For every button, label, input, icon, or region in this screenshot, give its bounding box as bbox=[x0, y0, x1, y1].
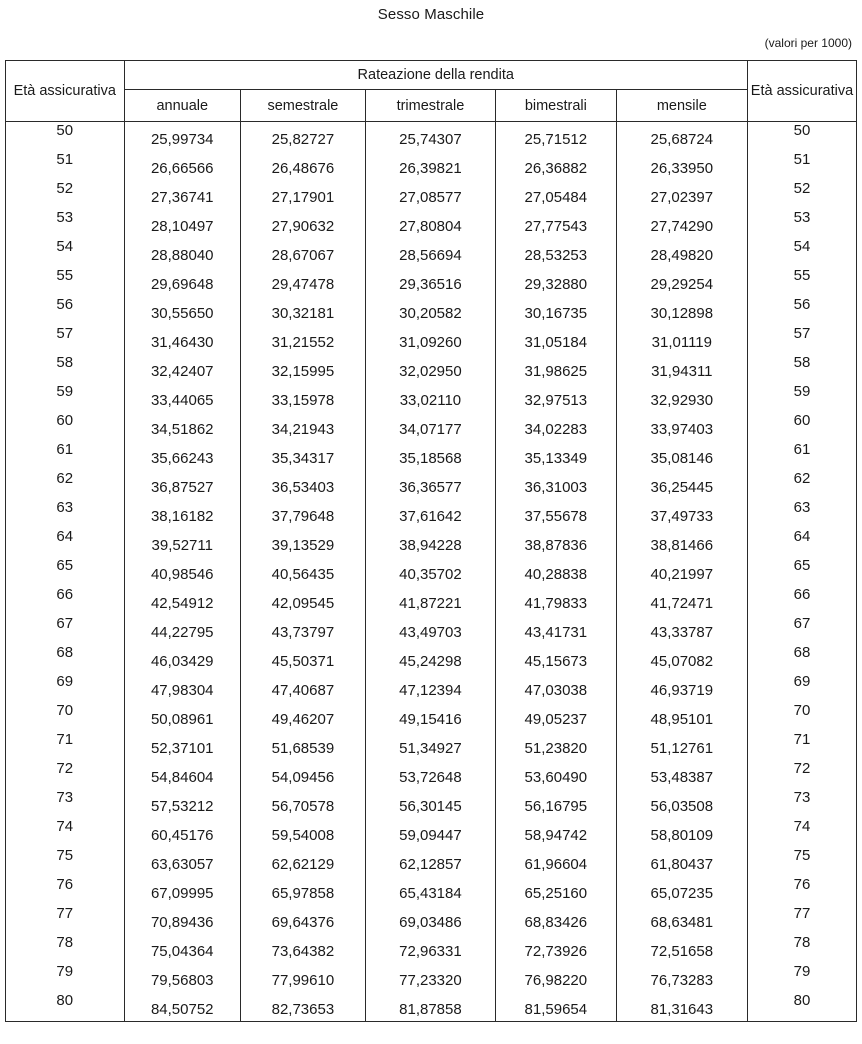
table-row bbox=[6, 499, 857, 528]
value-cell-bimestrali: 51,23820 bbox=[496, 731, 617, 760]
age-cell-right: 52 bbox=[747, 180, 856, 209]
age-cell-left: 68 bbox=[6, 644, 125, 673]
age-cell-right: 53 bbox=[747, 209, 856, 238]
value-cell-trimestrale: 34,07177 bbox=[365, 412, 495, 441]
value-cell-annuale: 38,16182 bbox=[124, 499, 240, 528]
value-cell-bimestrali: 26,36882 bbox=[496, 151, 617, 180]
value-cell-semestrale: 62,62129 bbox=[240, 847, 365, 876]
value-cell-semestrale: 54,09456 bbox=[240, 760, 365, 789]
value-cell-bimestrali: 25,71512 bbox=[496, 122, 617, 152]
value-cell-mensile: 56,03508 bbox=[616, 789, 747, 818]
value-cell-trimestrale: 26,39821 bbox=[365, 151, 495, 180]
value-cell-trimestrale: 47,12394 bbox=[365, 673, 495, 702]
table-row bbox=[6, 412, 857, 441]
table-row bbox=[6, 905, 857, 934]
value-cell-semestrale: 49,46207 bbox=[240, 702, 365, 731]
value-cell-bimestrali: 27,77543 bbox=[496, 209, 617, 238]
age-cell-left: 70 bbox=[6, 702, 125, 731]
age-cell-left: 80 bbox=[6, 992, 125, 1022]
value-cell-trimestrale: 62,12857 bbox=[365, 847, 495, 876]
value-cell-mensile: 65,07235 bbox=[616, 876, 747, 905]
age-cell-left: 69 bbox=[6, 673, 125, 702]
value-cell-annuale: 29,69648 bbox=[124, 267, 240, 296]
table-row bbox=[6, 644, 857, 673]
value-cell-annuale: 28,10497 bbox=[124, 209, 240, 238]
value-cell-mensile: 46,93719 bbox=[616, 673, 747, 702]
age-cell-right: 75 bbox=[747, 847, 856, 876]
value-cell-semestrale: 25,82727 bbox=[240, 122, 365, 152]
value-cell-semestrale: 29,47478 bbox=[240, 267, 365, 296]
value-cell-mensile: 37,49733 bbox=[616, 499, 747, 528]
value-cell-semestrale: 51,68539 bbox=[240, 731, 365, 760]
age-cell-left: 55 bbox=[6, 267, 125, 296]
value-cell-mensile: 41,72471 bbox=[616, 586, 747, 615]
value-cell-semestrale: 28,67067 bbox=[240, 238, 365, 267]
installment-group-header: Rateazione della rendita bbox=[124, 61, 747, 90]
value-cell-mensile: 58,80109 bbox=[616, 818, 747, 847]
value-cell-semestrale: 42,09545 bbox=[240, 586, 365, 615]
value-cell-annuale: 44,22795 bbox=[124, 615, 240, 644]
table-row bbox=[6, 731, 857, 760]
value-cell-bimestrali: 49,05237 bbox=[496, 702, 617, 731]
age-cell-right: 78 bbox=[747, 934, 856, 963]
age-cell-left: 54 bbox=[6, 238, 125, 267]
table-row bbox=[6, 354, 857, 383]
value-cell-mensile: 25,68724 bbox=[616, 122, 747, 152]
value-cell-semestrale: 30,32181 bbox=[240, 296, 365, 325]
value-cell-semestrale: 43,73797 bbox=[240, 615, 365, 644]
value-cell-semestrale: 31,21552 bbox=[240, 325, 365, 354]
table-row bbox=[6, 383, 857, 412]
age-cell-left: 51 bbox=[6, 151, 125, 180]
age-cell-left: 64 bbox=[6, 528, 125, 557]
value-cell-annuale: 60,45176 bbox=[124, 818, 240, 847]
table-row bbox=[6, 209, 857, 238]
value-cell-bimestrali: 56,16795 bbox=[496, 789, 617, 818]
value-cell-annuale: 40,98546 bbox=[124, 557, 240, 586]
value-cell-semestrale: 35,34317 bbox=[240, 441, 365, 470]
age-cell-left: 75 bbox=[6, 847, 125, 876]
age-cell-left: 62 bbox=[6, 470, 125, 499]
value-cell-bimestrali: 32,97513 bbox=[496, 383, 617, 412]
age-cell-right: 62 bbox=[747, 470, 856, 499]
value-cell-mensile: 72,51658 bbox=[616, 934, 747, 963]
value-cell-bimestrali: 35,13349 bbox=[496, 441, 617, 470]
age-cell-left: 65 bbox=[6, 557, 125, 586]
value-cell-bimestrali: 30,16735 bbox=[496, 296, 617, 325]
value-cell-trimestrale: 45,24298 bbox=[365, 644, 495, 673]
column-header-mensile: mensile bbox=[616, 90, 747, 122]
column-header-annuale: annuale bbox=[124, 90, 240, 122]
value-cell-annuale: 31,46430 bbox=[124, 325, 240, 354]
value-cell-mensile: 76,73283 bbox=[616, 963, 747, 992]
value-cell-trimestrale: 77,23320 bbox=[365, 963, 495, 992]
value-cell-bimestrali: 37,55678 bbox=[496, 499, 617, 528]
page-title: Sesso Maschile bbox=[377, 6, 485, 23]
value-cell-semestrale: 77,99610 bbox=[240, 963, 365, 992]
value-cell-semestrale: 27,90632 bbox=[240, 209, 365, 238]
units-note: (valori per 1000) bbox=[764, 36, 852, 50]
value-cell-semestrale: 27,17901 bbox=[240, 180, 365, 209]
age-cell-right: 65 bbox=[747, 557, 856, 586]
value-cell-bimestrali: 43,41731 bbox=[496, 615, 617, 644]
value-cell-mensile: 51,12761 bbox=[616, 731, 747, 760]
value-cell-mensile: 61,80437 bbox=[616, 847, 747, 876]
value-cell-mensile: 29,29254 bbox=[616, 267, 747, 296]
table-row bbox=[6, 789, 857, 818]
table-row bbox=[6, 702, 857, 731]
value-cell-trimestrale: 36,36577 bbox=[365, 470, 495, 499]
value-cell-mensile: 28,49820 bbox=[616, 238, 747, 267]
value-cell-bimestrali: 65,25160 bbox=[496, 876, 617, 905]
table-row bbox=[6, 992, 857, 1022]
value-cell-annuale: 34,51862 bbox=[124, 412, 240, 441]
age-cell-left: 56 bbox=[6, 296, 125, 325]
value-cell-mensile: 32,92930 bbox=[616, 383, 747, 412]
age-cell-right: 80 bbox=[747, 992, 856, 1022]
value-cell-mensile: 38,81466 bbox=[616, 528, 747, 557]
table-row bbox=[6, 325, 857, 354]
value-cell-bimestrali: 34,02283 bbox=[496, 412, 617, 441]
value-cell-trimestrale: 56,30145 bbox=[365, 789, 495, 818]
value-cell-bimestrali: 28,53253 bbox=[496, 238, 617, 267]
value-cell-annuale: 39,52711 bbox=[124, 528, 240, 557]
table-row bbox=[6, 615, 857, 644]
age-cell-left: 52 bbox=[6, 180, 125, 209]
age-cell-left: 72 bbox=[6, 760, 125, 789]
age-header-left: Età assicurativa bbox=[6, 61, 125, 122]
value-cell-bimestrali: 36,31003 bbox=[496, 470, 617, 499]
age-cell-right: 57 bbox=[747, 325, 856, 354]
value-cell-trimestrale: 27,08577 bbox=[365, 180, 495, 209]
value-cell-bimestrali: 31,98625 bbox=[496, 354, 617, 383]
value-cell-semestrale: 82,73653 bbox=[240, 992, 365, 1022]
value-cell-annuale: 57,53212 bbox=[124, 789, 240, 818]
age-cell-right: 70 bbox=[747, 702, 856, 731]
value-cell-semestrale: 33,15978 bbox=[240, 383, 365, 412]
value-cell-annuale: 67,09995 bbox=[124, 876, 240, 905]
age-cell-right: 72 bbox=[747, 760, 856, 789]
value-cell-annuale: 63,63057 bbox=[124, 847, 240, 876]
age-cell-right: 67 bbox=[747, 615, 856, 644]
age-cell-left: 63 bbox=[6, 499, 125, 528]
value-cell-trimestrale: 81,87858 bbox=[365, 992, 495, 1022]
age-cell-left: 73 bbox=[6, 789, 125, 818]
age-cell-right: 59 bbox=[747, 383, 856, 412]
value-cell-bimestrali: 27,05484 bbox=[496, 180, 617, 209]
column-header-bimestrali: bimestrali bbox=[496, 90, 617, 122]
value-cell-trimestrale: 59,09447 bbox=[365, 818, 495, 847]
value-cell-mensile: 68,63481 bbox=[616, 905, 747, 934]
value-cell-annuale: 36,87527 bbox=[124, 470, 240, 499]
value-cell-mensile: 30,12898 bbox=[616, 296, 747, 325]
value-cell-bimestrali: 72,73926 bbox=[496, 934, 617, 963]
value-cell-bimestrali: 40,28838 bbox=[496, 557, 617, 586]
value-cell-semestrale: 40,56435 bbox=[240, 557, 365, 586]
value-cell-annuale: 79,56803 bbox=[124, 963, 240, 992]
value-cell-mensile: 26,33950 bbox=[616, 151, 747, 180]
value-cell-mensile: 53,48387 bbox=[616, 760, 747, 789]
table-row bbox=[6, 528, 857, 557]
value-cell-bimestrali: 68,83426 bbox=[496, 905, 617, 934]
value-cell-mensile: 27,74290 bbox=[616, 209, 747, 238]
age-cell-right: 64 bbox=[747, 528, 856, 557]
value-cell-trimestrale: 38,94228 bbox=[365, 528, 495, 557]
value-cell-semestrale: 59,54008 bbox=[240, 818, 365, 847]
value-cell-bimestrali: 76,98220 bbox=[496, 963, 617, 992]
value-cell-semestrale: 69,64376 bbox=[240, 905, 365, 934]
table-row bbox=[6, 760, 857, 789]
age-cell-right: 50 bbox=[747, 122, 856, 152]
age-cell-right: 76 bbox=[747, 876, 856, 905]
age-cell-right: 63 bbox=[747, 499, 856, 528]
value-cell-semestrale: 65,97858 bbox=[240, 876, 365, 905]
value-cell-annuale: 70,89436 bbox=[124, 905, 240, 934]
value-cell-semestrale: 26,48676 bbox=[240, 151, 365, 180]
value-cell-bimestrali: 38,87836 bbox=[496, 528, 617, 557]
value-cell-bimestrali: 47,03038 bbox=[496, 673, 617, 702]
value-cell-trimestrale: 25,74307 bbox=[365, 122, 495, 152]
age-cell-right: 58 bbox=[747, 354, 856, 383]
value-cell-trimestrale: 28,56694 bbox=[365, 238, 495, 267]
value-cell-semestrale: 73,64382 bbox=[240, 934, 365, 963]
value-cell-bimestrali: 58,94742 bbox=[496, 818, 617, 847]
age-cell-right: 74 bbox=[747, 818, 856, 847]
value-cell-bimestrali: 61,96604 bbox=[496, 847, 617, 876]
value-cell-mensile: 43,33787 bbox=[616, 615, 747, 644]
value-cell-annuale: 75,04364 bbox=[124, 934, 240, 963]
value-cell-mensile: 40,21997 bbox=[616, 557, 747, 586]
age-cell-left: 53 bbox=[6, 209, 125, 238]
value-cell-annuale: 42,54912 bbox=[124, 586, 240, 615]
age-cell-left: 61 bbox=[6, 441, 125, 470]
value-cell-annuale: 84,50752 bbox=[124, 992, 240, 1022]
value-cell-mensile: 48,95101 bbox=[616, 702, 747, 731]
value-cell-annuale: 28,88040 bbox=[124, 238, 240, 267]
value-cell-bimestrali: 45,15673 bbox=[496, 644, 617, 673]
age-cell-left: 50 bbox=[6, 122, 125, 152]
value-cell-trimestrale: 41,87221 bbox=[365, 586, 495, 615]
age-cell-right: 55 bbox=[747, 267, 856, 296]
value-cell-annuale: 30,55650 bbox=[124, 296, 240, 325]
age-cell-left: 78 bbox=[6, 934, 125, 963]
value-cell-trimestrale: 43,49703 bbox=[365, 615, 495, 644]
table-row bbox=[6, 441, 857, 470]
age-cell-right: 66 bbox=[747, 586, 856, 615]
value-cell-annuale: 54,84604 bbox=[124, 760, 240, 789]
age-cell-right: 73 bbox=[747, 789, 856, 818]
value-cell-trimestrale: 33,02110 bbox=[365, 383, 495, 412]
value-cell-semestrale: 37,79648 bbox=[240, 499, 365, 528]
table-row bbox=[6, 470, 857, 499]
value-cell-trimestrale: 31,09260 bbox=[365, 325, 495, 354]
value-cell-annuale: 35,66243 bbox=[124, 441, 240, 470]
value-cell-trimestrale: 37,61642 bbox=[365, 499, 495, 528]
age-cell-right: 69 bbox=[747, 673, 856, 702]
value-cell-annuale: 47,98304 bbox=[124, 673, 240, 702]
age-cell-right: 61 bbox=[747, 441, 856, 470]
table-row bbox=[6, 818, 857, 847]
age-cell-right: 56 bbox=[747, 296, 856, 325]
value-cell-trimestrale: 32,02950 bbox=[365, 354, 495, 383]
value-cell-annuale: 25,99734 bbox=[124, 122, 240, 152]
table-row bbox=[6, 267, 857, 296]
table-row bbox=[6, 934, 857, 963]
value-cell-semestrale: 39,13529 bbox=[240, 528, 365, 557]
value-cell-annuale: 50,08961 bbox=[124, 702, 240, 731]
value-cell-bimestrali: 31,05184 bbox=[496, 325, 617, 354]
value-cell-trimestrale: 40,35702 bbox=[365, 557, 495, 586]
value-cell-semestrale: 45,50371 bbox=[240, 644, 365, 673]
value-cell-annuale: 27,36741 bbox=[124, 180, 240, 209]
column-header-trimestrale: trimestrale bbox=[365, 90, 495, 122]
value-cell-annuale: 26,66566 bbox=[124, 151, 240, 180]
value-cell-mensile: 31,94311 bbox=[616, 354, 747, 383]
age-cell-left: 74 bbox=[6, 818, 125, 847]
age-cell-left: 76 bbox=[6, 876, 125, 905]
value-cell-bimestrali: 41,79833 bbox=[496, 586, 617, 615]
value-cell-annuale: 33,44065 bbox=[124, 383, 240, 412]
age-cell-left: 79 bbox=[6, 963, 125, 992]
value-cell-mensile: 81,31643 bbox=[616, 992, 747, 1022]
value-cell-semestrale: 47,40687 bbox=[240, 673, 365, 702]
table-row bbox=[6, 876, 857, 905]
age-cell-left: 71 bbox=[6, 731, 125, 760]
value-cell-trimestrale: 53,72648 bbox=[365, 760, 495, 789]
value-cell-trimestrale: 30,20582 bbox=[365, 296, 495, 325]
table-row bbox=[6, 673, 857, 702]
table-row bbox=[6, 122, 857, 152]
value-cell-bimestrali: 81,59654 bbox=[496, 992, 617, 1022]
value-cell-mensile: 35,08146 bbox=[616, 441, 747, 470]
column-header-semestrale: semestrale bbox=[240, 90, 365, 122]
value-cell-annuale: 52,37101 bbox=[124, 731, 240, 760]
age-cell-right: 77 bbox=[747, 905, 856, 934]
value-cell-mensile: 33,97403 bbox=[616, 412, 747, 441]
value-cell-annuale: 46,03429 bbox=[124, 644, 240, 673]
value-cell-trimestrale: 29,36516 bbox=[365, 267, 495, 296]
table-row bbox=[6, 557, 857, 586]
age-cell-left: 66 bbox=[6, 586, 125, 615]
value-cell-semestrale: 34,21943 bbox=[240, 412, 365, 441]
age-cell-right: 68 bbox=[747, 644, 856, 673]
table-row bbox=[6, 586, 857, 615]
value-cell-trimestrale: 69,03486 bbox=[365, 905, 495, 934]
table-row bbox=[6, 963, 857, 992]
value-cell-mensile: 27,02397 bbox=[616, 180, 747, 209]
age-cell-right: 51 bbox=[747, 151, 856, 180]
value-cell-semestrale: 32,15995 bbox=[240, 354, 365, 383]
value-cell-trimestrale: 72,96331 bbox=[365, 934, 495, 963]
table-body bbox=[6, 122, 857, 1022]
value-cell-trimestrale: 65,43184 bbox=[365, 876, 495, 905]
age-cell-right: 79 bbox=[747, 963, 856, 992]
value-cell-trimestrale: 51,34927 bbox=[365, 731, 495, 760]
table-row bbox=[6, 238, 857, 267]
age-cell-left: 77 bbox=[6, 905, 125, 934]
age-cell-right: 60 bbox=[747, 412, 856, 441]
age-cell-left: 59 bbox=[6, 383, 125, 412]
value-cell-trimestrale: 35,18568 bbox=[365, 441, 495, 470]
value-cell-mensile: 36,25445 bbox=[616, 470, 747, 499]
table-row bbox=[6, 296, 857, 325]
value-cell-annuale: 32,42407 bbox=[124, 354, 240, 383]
age-cell-right: 54 bbox=[747, 238, 856, 267]
age-header-right: Età assicurativa bbox=[747, 61, 856, 122]
value-cell-mensile: 45,07082 bbox=[616, 644, 747, 673]
age-cell-left: 67 bbox=[6, 615, 125, 644]
age-cell-left: 58 bbox=[6, 354, 125, 383]
value-cell-semestrale: 36,53403 bbox=[240, 470, 365, 499]
value-cell-mensile: 31,01119 bbox=[616, 325, 747, 354]
value-cell-trimestrale: 27,80804 bbox=[365, 209, 495, 238]
table-row bbox=[6, 180, 857, 209]
table-row bbox=[6, 151, 857, 180]
age-cell-right: 71 bbox=[747, 731, 856, 760]
table-row bbox=[6, 847, 857, 876]
annuity-rates-table bbox=[5, 60, 857, 1022]
value-cell-semestrale: 56,70578 bbox=[240, 789, 365, 818]
age-cell-left: 60 bbox=[6, 412, 125, 441]
value-cell-bimestrali: 53,60490 bbox=[496, 760, 617, 789]
value-cell-bimestrali: 29,32880 bbox=[496, 267, 617, 296]
age-cell-left: 57 bbox=[6, 325, 125, 354]
value-cell-trimestrale: 49,15416 bbox=[365, 702, 495, 731]
